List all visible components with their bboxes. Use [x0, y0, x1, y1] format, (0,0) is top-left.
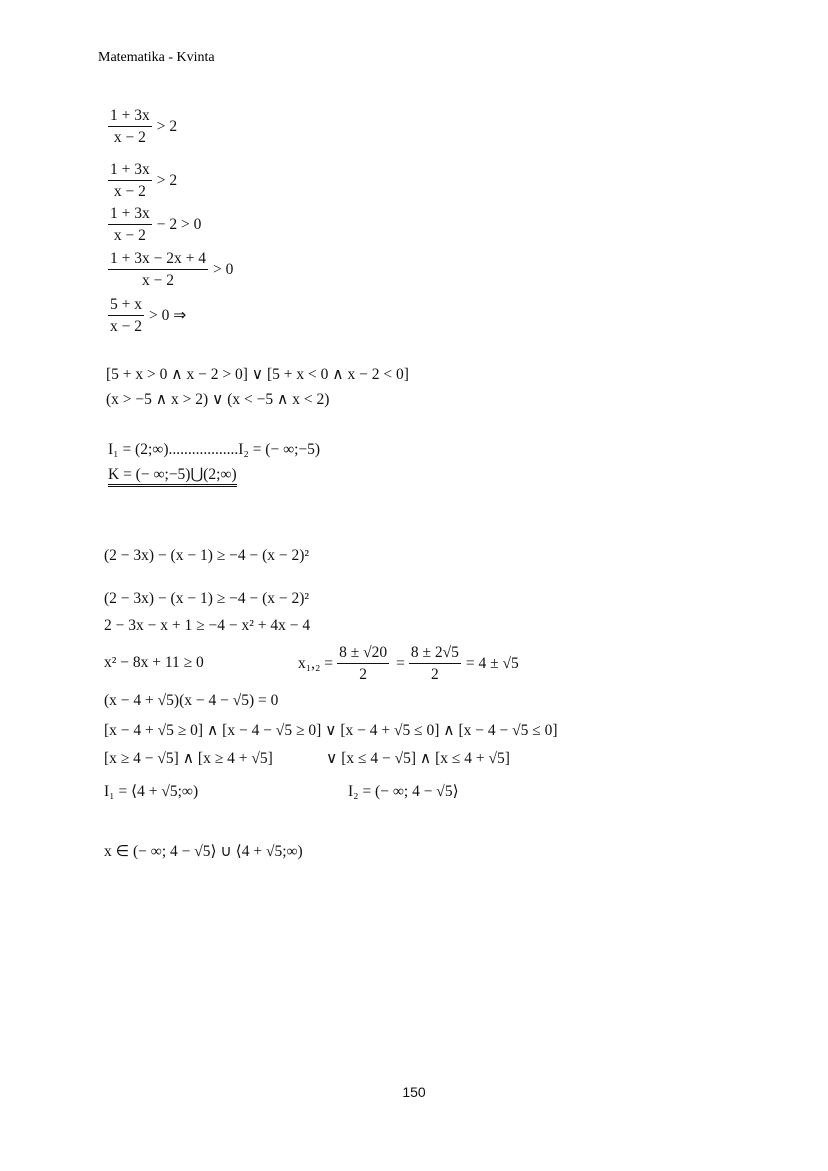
numerator: 1 + 3x	[108, 108, 152, 127]
inequality-rest: > 2	[156, 171, 178, 189]
inequality-rest: > 0	[212, 260, 234, 278]
p2-cases-2a: [x ≥ 4 − √5] ∧ [x ≥ 4 + √5]	[104, 750, 273, 767]
page-header: Matematika - Kvinta	[98, 50, 215, 65]
denominator: 2	[430, 665, 439, 683]
p2-cases-2b: ∨ [x ≤ 4 − √5] ∧ [x ≤ 4 + √5]	[326, 750, 510, 767]
p1-step-1	[108, 108, 177, 145]
numerator: 1 + 3x	[108, 206, 152, 225]
inequality-rest: − 2 > 0	[156, 215, 202, 233]
p2-interval-2: I₂ = (− ∞; 4 − √5⟩	[348, 783, 459, 800]
fraction	[108, 206, 152, 243]
roots-value: = 4 ± √5	[465, 654, 519, 672]
p1-step-3	[108, 206, 201, 243]
numerator: 1 + 3x	[108, 162, 152, 181]
fraction	[108, 108, 152, 145]
p1-cases-1: [5 + x > 0 ∧ x − 2 > 0] ∨ [5 + x < 0 ∧ x − 2 < 0]	[106, 366, 409, 383]
interval-1: I₁ = (2;∞)	[108, 441, 169, 458]
page-number: 150	[402, 1084, 426, 1100]
dotted-separator: ..................	[168, 441, 239, 458]
p2-cases-1: [x − 4 + √5 ≥ 0] ∧ [x − 4 − √5 ≥ 0] ∨ [x − 4 + √5 ≤ 0] ∧ [x − 4 − √5 ≤ 0]	[104, 722, 558, 739]
denominator: x − 2	[110, 317, 142, 335]
p2-factored: (x − 4 + √5)(x − 4 − √5) = 0	[104, 692, 279, 709]
numerator: 5 + x	[108, 297, 144, 316]
fraction	[108, 297, 144, 334]
denominator: x − 2	[113, 226, 146, 244]
inequality-rest: > 0 ⇒	[149, 306, 187, 324]
p1-intervals	[108, 442, 320, 458]
denominator: x − 2	[113, 128, 146, 146]
numerator: 8 ± √20	[337, 645, 389, 664]
roots-label: x₁,₂ =	[298, 654, 334, 672]
interval-2: I₂ = (− ∞;−5)	[238, 441, 321, 458]
fraction	[108, 251, 208, 288]
denominator: x − 2	[141, 271, 174, 289]
p1-cases-2: (x > −5 ∧ x > 2) ∨ (x < −5 ∧ x < 2)	[106, 391, 330, 408]
p1-result-text: K = (− ∞;−5)⋃(2;∞)	[108, 467, 237, 487]
p2-statement: (2 − 3x) − (x − 1) ≥ −4 − (x − 2)²	[104, 547, 310, 564]
equals-sign: =	[396, 654, 405, 672]
p1-step-5	[108, 297, 186, 334]
p1-result	[108, 467, 237, 487]
denominator: 2	[359, 665, 367, 683]
numerator: 8 ± 2√5	[409, 645, 461, 664]
inequality-rest: > 2	[156, 117, 178, 135]
p2-step-3: x² − 8x + 11 ≥ 0	[104, 654, 204, 671]
p2-interval-1: I₁ = ⟨4 + √5;∞)	[104, 783, 199, 800]
fraction	[337, 645, 389, 682]
p2-step-1: (2 − 3x) − (x − 1) ≥ −4 − (x − 2)²	[104, 590, 310, 607]
p2-roots	[298, 645, 519, 682]
p2-result: x ∈ (− ∞; 4 − √5⟩ ∪ ⟨4 + √5;∞)	[104, 843, 303, 860]
fraction	[108, 162, 152, 199]
p1-step-2	[108, 162, 177, 199]
p1-step-4	[108, 251, 233, 288]
fraction	[409, 645, 461, 682]
denominator: x − 2	[113, 182, 146, 200]
p2-step-2: 2 − 3x − x + 1 ≥ −4 − x² + 4x − 4	[104, 617, 311, 634]
numerator: 1 + 3x − 2x + 4	[108, 251, 208, 270]
